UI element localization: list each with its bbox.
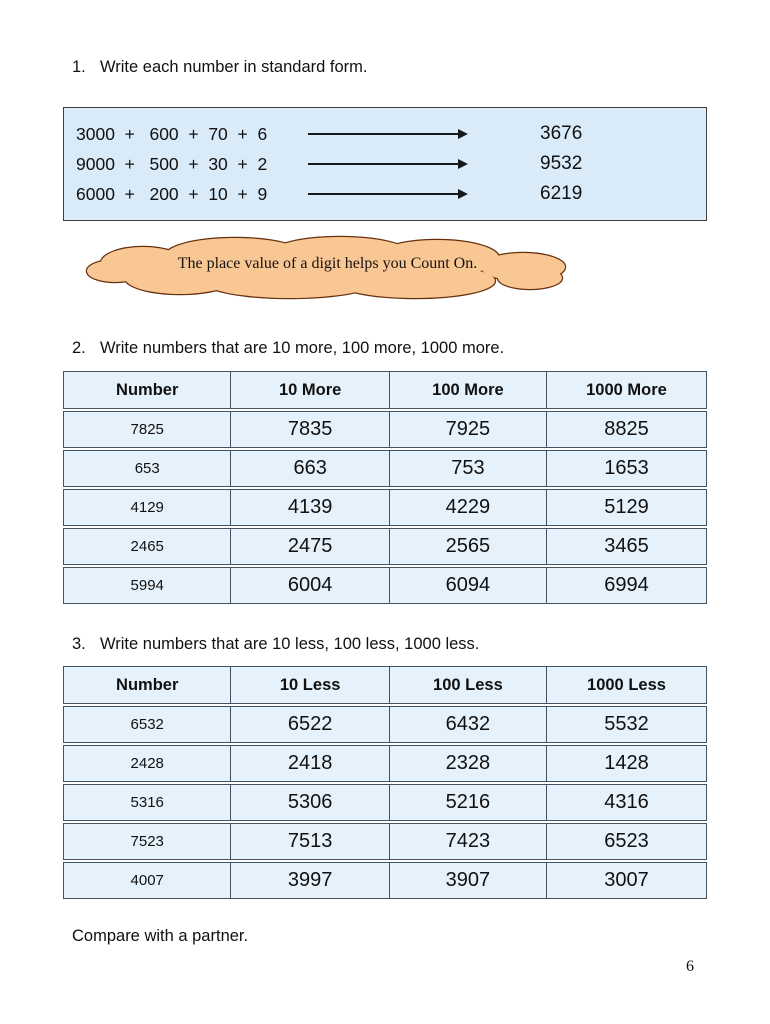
- table-row: [63, 489, 707, 526]
- column-header: Number: [63, 371, 230, 409]
- answer-cell: 753: [389, 450, 546, 487]
- more-table: [63, 369, 707, 606]
- number-cell: 5994: [63, 567, 230, 604]
- answer-cell: 6523: [546, 823, 707, 860]
- answer-cell: 2565: [389, 528, 546, 565]
- answer-cell: 1428: [546, 745, 707, 782]
- table-row: [63, 567, 707, 604]
- standard-form-answer: 6219: [540, 183, 583, 204]
- table-row: [63, 745, 707, 782]
- column-header: 10 More: [230, 371, 388, 409]
- equation-row: [76, 150, 706, 178]
- answer-cell: 663: [230, 450, 388, 487]
- answer-cell: 2475: [230, 528, 388, 565]
- table-row: [63, 862, 707, 899]
- right-arrow-icon: [308, 159, 468, 169]
- answer-cell: 6994: [546, 567, 707, 604]
- answer-cell: 3465: [546, 528, 707, 565]
- column-header: 1000 More: [546, 371, 707, 409]
- number-cell: 4129: [63, 489, 230, 526]
- number-cell: 4007: [63, 862, 230, 899]
- answer-cell: 2418: [230, 745, 388, 782]
- number-cell: 7825: [63, 411, 230, 448]
- question-3-number: 3.: [72, 635, 86, 653]
- table-row: [63, 450, 707, 487]
- question-2-text: Write numbers that are 10 more, 100 more, 1000 more.: [100, 339, 505, 357]
- answer-cell: 6522: [230, 706, 388, 743]
- expanded-form-expression: 9000 + 500 + 30 + 2: [76, 153, 268, 174]
- answer-cell: 7513: [230, 823, 388, 860]
- equation-row: [76, 180, 706, 208]
- answer-cell: 1653: [546, 450, 707, 487]
- answer-cell: 2328: [389, 745, 546, 782]
- question-3: [72, 634, 770, 655]
- number-cell: 2465: [63, 528, 230, 565]
- answer-cell: 3997: [230, 862, 388, 899]
- answer-cell: 3007: [546, 862, 707, 899]
- hint-cloud: [85, 233, 570, 301]
- answer-cell: 5306: [230, 784, 388, 821]
- standard-form-answer: 9532: [540, 153, 583, 174]
- question-1-text: Write each number in standard form.: [100, 58, 368, 76]
- answer-cell: 6094: [389, 567, 546, 604]
- question-3-text: Write numbers that are 10 less, 100 less, 1000 less.: [100, 635, 480, 653]
- column-header: 10 Less: [230, 666, 388, 704]
- answer-cell: 3907: [389, 862, 546, 899]
- answer-cell: 4229: [389, 489, 546, 526]
- answer-cell: 4139: [230, 489, 388, 526]
- answer-cell: 4316: [546, 784, 707, 821]
- standard-form-answer: 3676: [540, 123, 583, 144]
- answer-cell: 6432: [389, 706, 546, 743]
- expanded-form-expression: 3000 + 600 + 70 + 6: [76, 123, 268, 144]
- question-1-number: 1.: [72, 58, 86, 76]
- question-1: [72, 0, 770, 78]
- table-row: [63, 411, 707, 448]
- less-table: [63, 664, 707, 901]
- answer-cell: 8825: [546, 411, 707, 448]
- table-row: [63, 528, 707, 565]
- table-row: [63, 823, 707, 860]
- number-cell: 653: [63, 450, 230, 487]
- table-header-row: [63, 666, 707, 704]
- right-arrow-icon: [308, 129, 468, 139]
- right-arrow-icon: [308, 189, 468, 199]
- table-row: [63, 784, 707, 821]
- answer-cell: 7925: [389, 411, 546, 448]
- answer-cell: 5129: [546, 489, 707, 526]
- answer-cell: 7423: [389, 823, 546, 860]
- answer-cell: 6004: [230, 567, 388, 604]
- question-2: [72, 338, 770, 359]
- answer-cell: 5532: [546, 706, 707, 743]
- number-cell: 7523: [63, 823, 230, 860]
- answer-cell: 7835: [230, 411, 388, 448]
- table-row: [63, 706, 707, 743]
- table-header-row: [63, 371, 707, 409]
- page-number: 6: [686, 958, 694, 975]
- footer-instruction: Compare with a partner.: [72, 927, 249, 945]
- hint-text: The place value of a digit helps you Count On.: [177, 255, 478, 272]
- number-cell: 6532: [63, 706, 230, 743]
- column-header: 100 Less: [389, 666, 546, 704]
- number-cell: 2428: [63, 745, 230, 782]
- column-header: 100 More: [389, 371, 546, 409]
- standard-form-box: [63, 107, 707, 221]
- expanded-form-expression: 6000 + 200 + 10 + 9: [76, 183, 268, 204]
- equation-row: [76, 120, 706, 148]
- question-2-number: 2.: [72, 339, 86, 357]
- number-cell: 5316: [63, 784, 230, 821]
- answer-cell: 5216: [389, 784, 546, 821]
- column-header: Number: [63, 666, 230, 704]
- column-header: 1000 Less: [546, 666, 707, 704]
